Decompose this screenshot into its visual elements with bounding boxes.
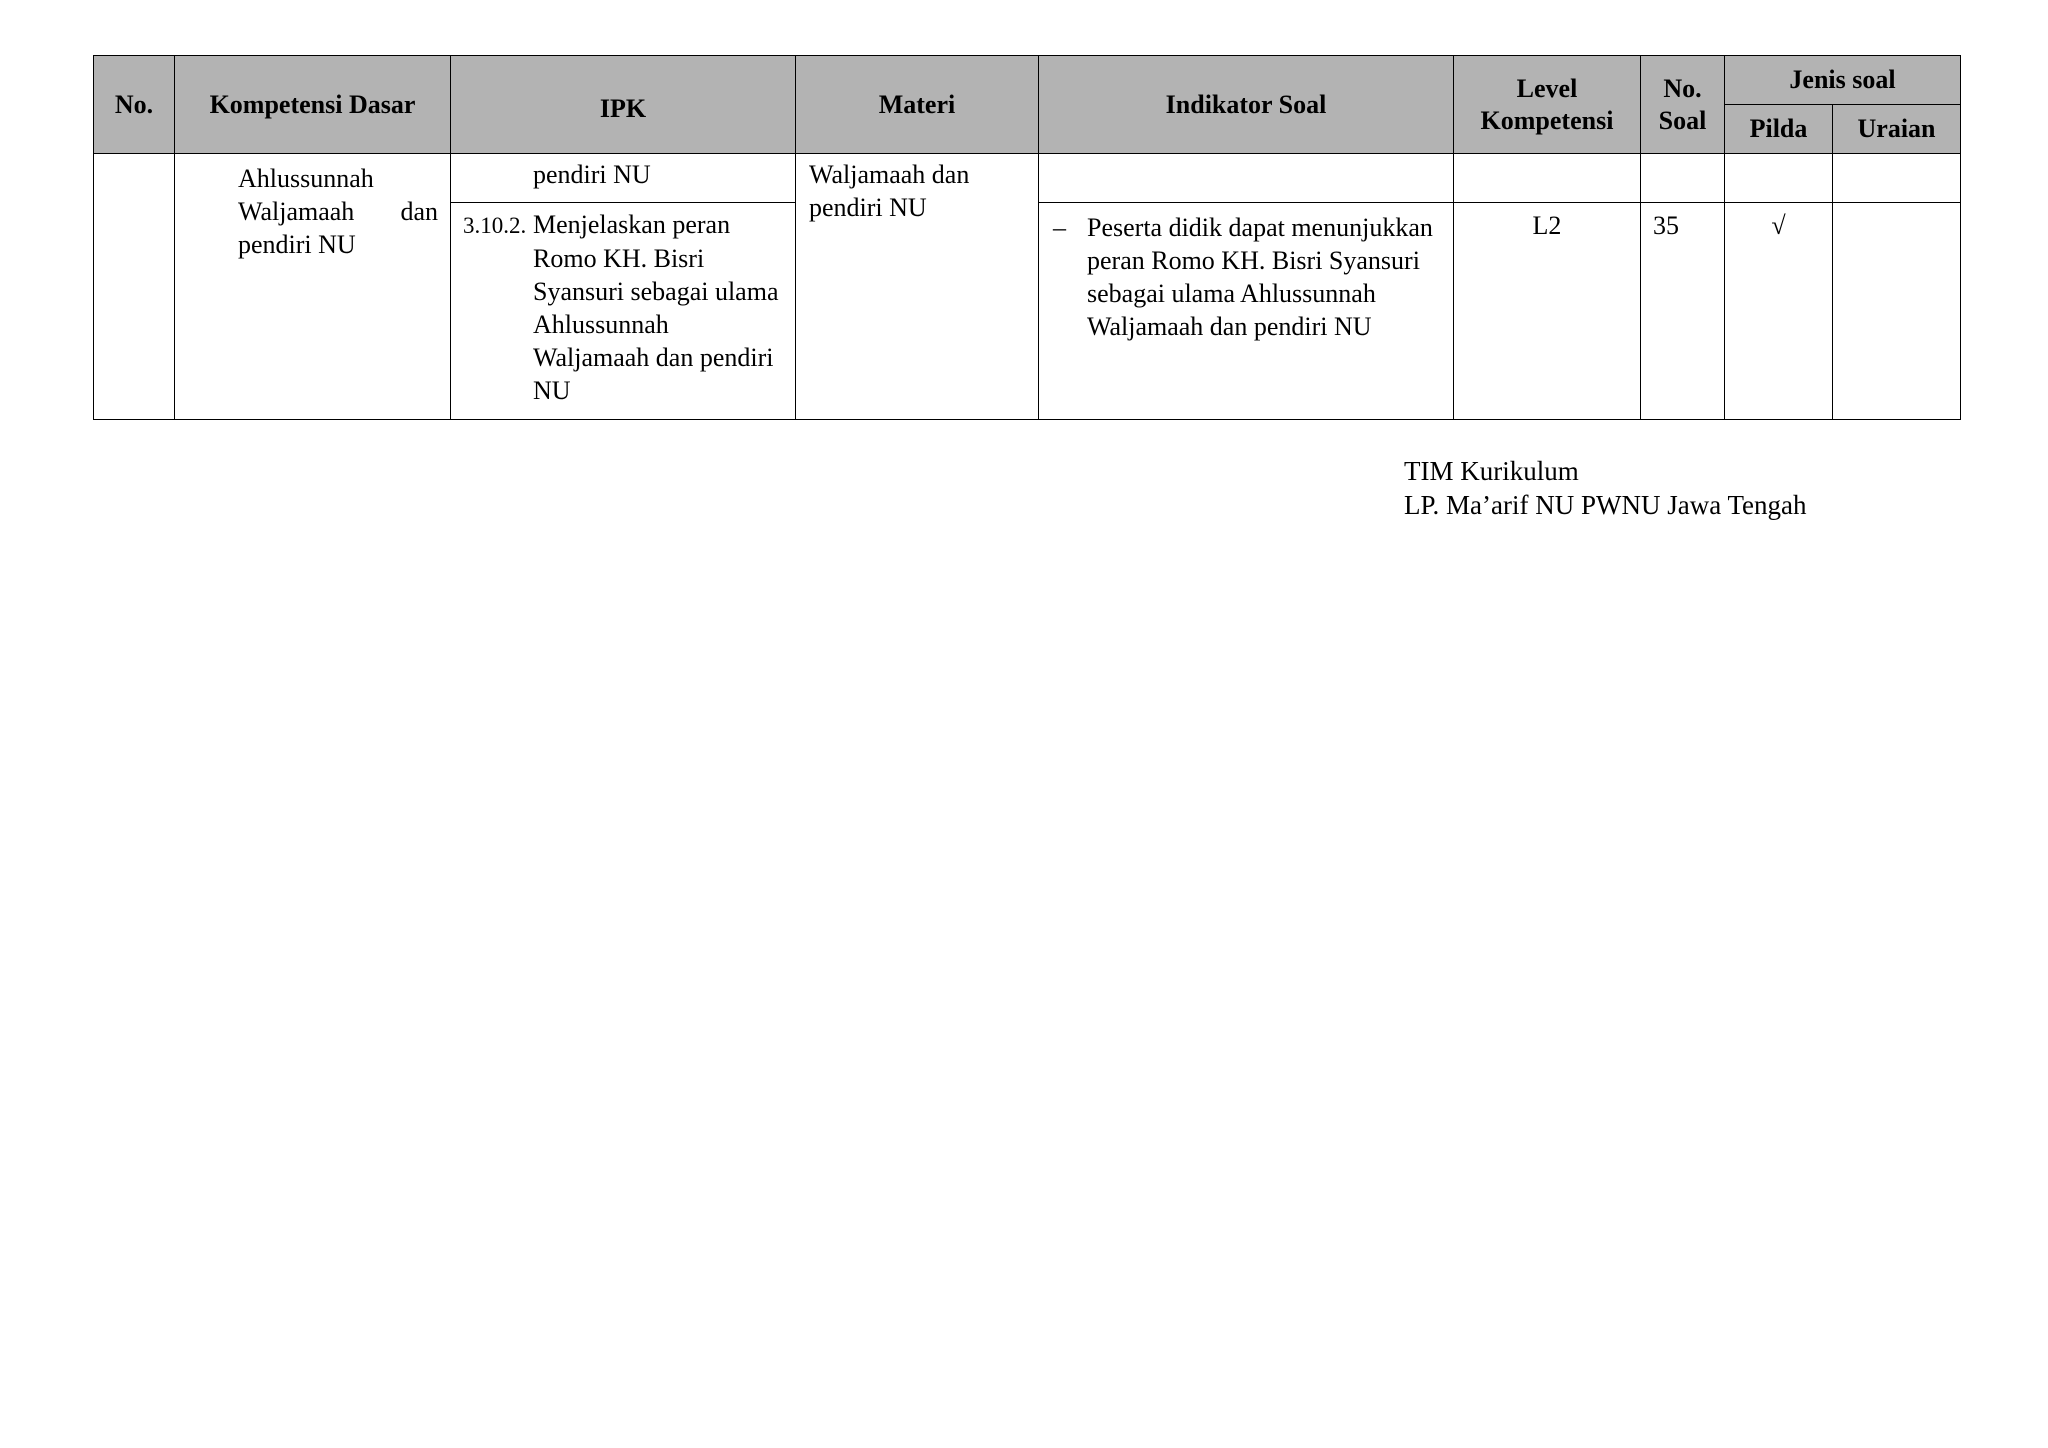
- cell-level: L2: [1454, 203, 1641, 420]
- signature-block: [1404, 454, 1807, 522]
- cell-indikator-soal: [1039, 203, 1454, 420]
- cell-no: [94, 154, 175, 420]
- cell-pilda-empty: [1725, 154, 1833, 203]
- cell-materi: Waljamaah dan pendiri NU: [796, 154, 1039, 420]
- cell-pilda: [1725, 203, 1833, 420]
- cell-kompetensi-dasar: Ahlussunnah Waljamaah dan pendiri NU: [175, 154, 451, 420]
- header-kompetensi-dasar: Kompetensi Dasar: [175, 56, 451, 154]
- header-jenis-soal: Jenis soal: [1725, 56, 1961, 105]
- cell-no-soal-empty: [1641, 154, 1725, 203]
- header-indikator-soal: Indikator Soal: [1039, 56, 1454, 154]
- cell-level-empty: [1454, 154, 1641, 203]
- cell-uraian: [1833, 203, 1961, 420]
- bullet-dash: –: [1053, 213, 1066, 242]
- header-pilda: Pilda: [1725, 105, 1833, 154]
- cell-uraian-empty: [1833, 154, 1961, 203]
- indikator-text: Peserta didik dapat menunjukkan peran Romo KH. Bisri Syansuri sebagai ulama Ahlussunnah Waljamaah dan pendiri NU: [1087, 213, 1433, 341]
- header-materi: Materi: [796, 56, 1039, 154]
- ipk-rest: Romo KH. Bisri Syansuri sebagai ulama Ahlussunnah Waljamaah dan pendiri NU: [533, 244, 779, 405]
- kisi-kisi-table: [93, 55, 1961, 420]
- header-no: No.: [94, 56, 175, 154]
- header-ipk: IPK: [451, 56, 796, 154]
- ipk-number: 3.10.2.: [463, 213, 527, 238]
- cell-ipk-continuation: pendiri NU: [451, 154, 796, 203]
- header-no-soal: No. Soal: [1641, 56, 1725, 154]
- ipk-first-line: Menjelaskan peran: [533, 210, 731, 239]
- signature-line-1: TIM Kurikulum: [1404, 456, 1579, 486]
- header-level-kompetensi: Level Kompetensi: [1454, 56, 1641, 154]
- cell-no-soal: 35: [1641, 203, 1725, 420]
- cell-indikator-empty: [1039, 154, 1454, 203]
- check-icon: √: [1771, 211, 1786, 240]
- signature-line-2: LP. Ma’arif NU PWNU Jawa Tengah: [1404, 490, 1807, 520]
- cell-ipk-item: [451, 203, 796, 420]
- header-uraian: Uraian: [1833, 105, 1961, 154]
